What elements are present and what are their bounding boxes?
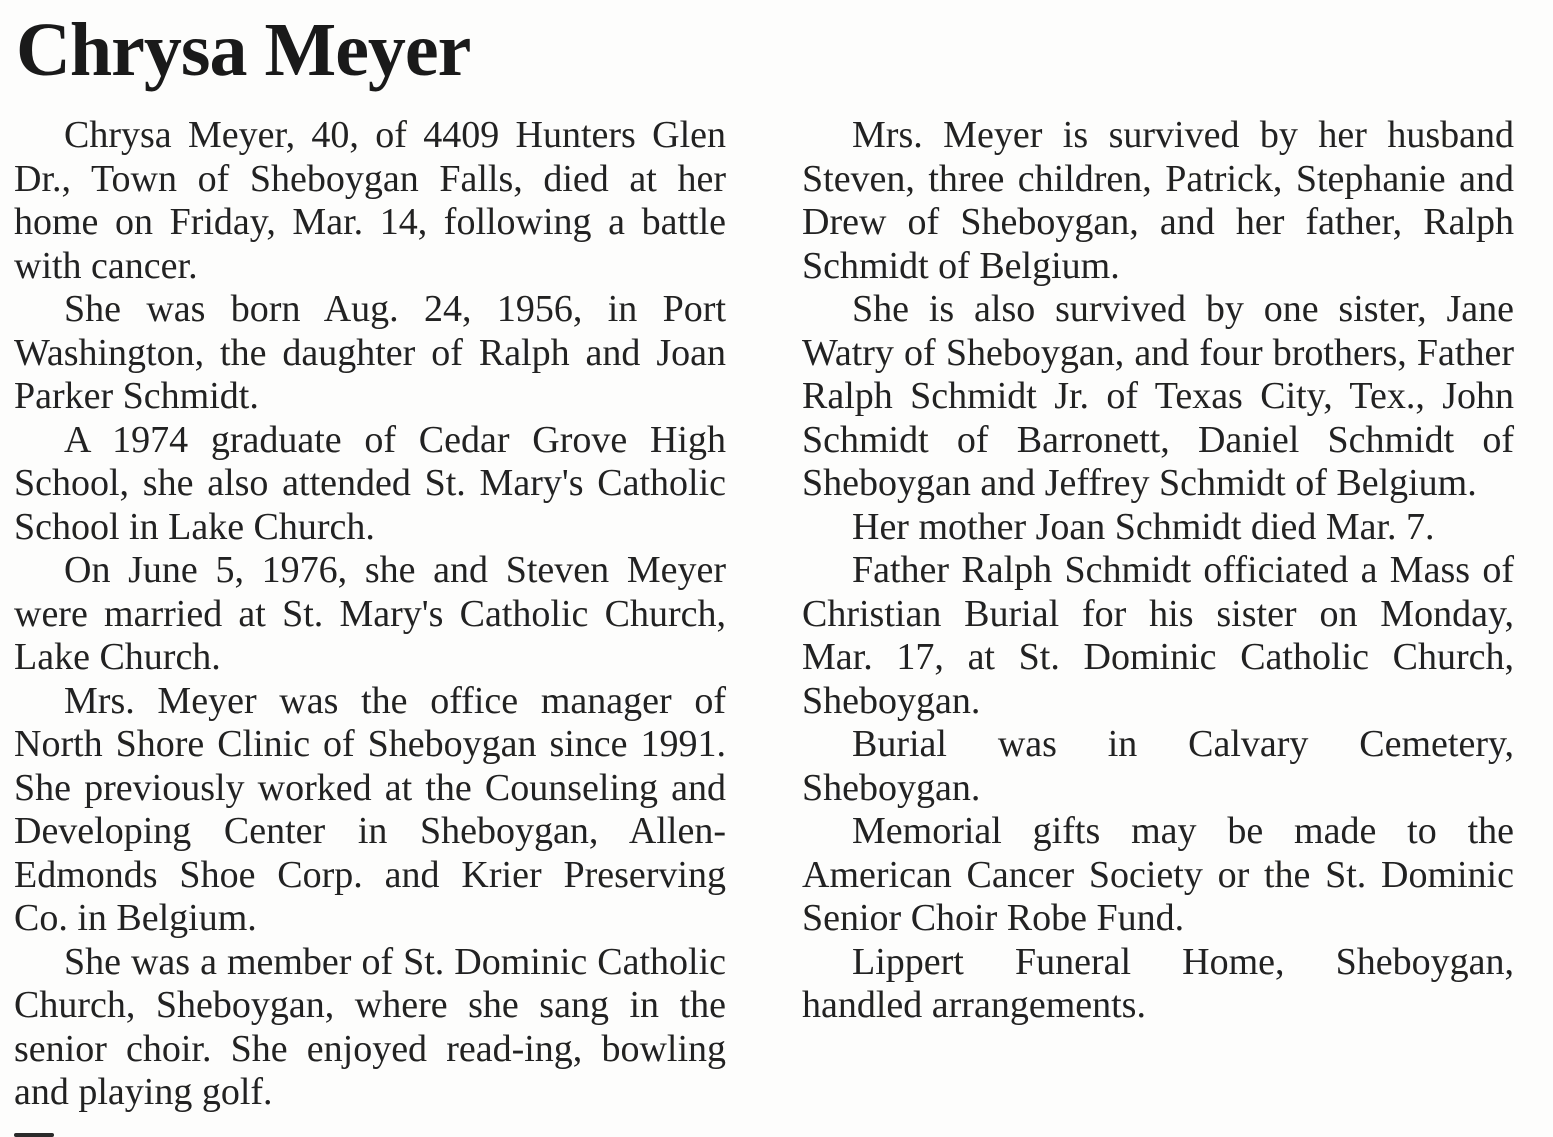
- paragraph-church-hobbies: She was a member of St. Dominic Catholic Church, Sheboygan, where she sang in the senior choir. She enjoyed read-ing, bowling and playing golf.: [14, 940, 726, 1113]
- paragraph-mass: Father Ralph Schmidt officiated a Mass of Christian Burial for his sister on Monday, Mar. 17, at St. Dominic Catholic Church, Sheboygan.: [802, 549, 1514, 722]
- left-column: [14, 114, 726, 1115]
- paragraph-memorials: Memorial gifts may be made to the American Cancer Society or the St. Dominic Senior Choir Robe Fund.: [802, 810, 1514, 939]
- paragraph-employment: Mrs. Meyer was the office manager of North Shore Clinic of Sheboygan since 1991. She previously worked at the Counseling and Developing Center in Sheboygan, Allen-Edmonds Shoe Corp. and Krier Preserving Co. in Belgium.: [14, 679, 726, 939]
- paragraph-death-notice: Chrysa Meyer, 40, of 4409 Hunters Glen Dr., Town of Sheboygan Falls, died at her home on Friday, Mar. 14, following a battle with cancer.: [14, 114, 726, 287]
- paragraph-mother: Her mother Joan Schmidt died Mar. 7.: [852, 505, 1435, 548]
- paragraph-education: A 1974 graduate of Cedar Grove High School, she also attended St. Mary's Catholic School in Lake Church.: [14, 418, 726, 548]
- paragraph-funeral-home: Lippert Funeral Home, Sheboygan, handled arrangements.: [802, 940, 1514, 1026]
- paragraph-survivors-family: Mrs. Meyer is survived by her husband Steven, three children, Patrick, Stephanie and Drew of Sheboygan, and her father, Ralph Schmidt of Belgium.: [802, 114, 1514, 287]
- paragraph-birth: She was born Aug. 24, 1956, in Port Washington, the daughter of Ralph and Joan Parker Schmidt.: [14, 288, 726, 417]
- right-column: [802, 114, 1514, 1028]
- column-rule-mark: [14, 1133, 54, 1137]
- obituary-headline: Chrysa Meyer: [16, 8, 471, 92]
- paragraph-burial: Burial was in Calvary Cemetery, Sheboygan.: [802, 723, 1514, 809]
- paragraph-survivors-siblings: She is also survived by one sister, Jane Watry of Sheboygan, and four brothers, Father Ralph Schmidt Jr. of Texas City, Tex., John Schmidt of Barronett, Daniel Schmidt of Sheboygan and Jeffrey Schmidt of Belgium.: [802, 288, 1514, 504]
- paragraph-marriage: On June 5, 1976, she and Steven Meyer were married at St. Mary's Catholic Church, Lake Church.: [14, 549, 726, 678]
